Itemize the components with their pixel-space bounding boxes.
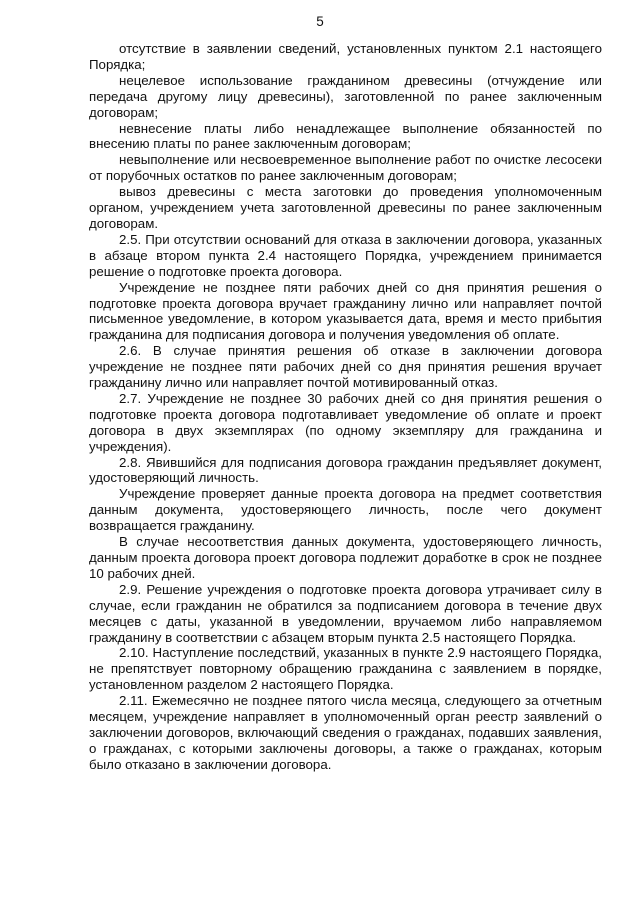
- paragraph: нецелевое использование гражданином древесины (отчуждение или передача другому лицу древесины), заготовленной по ранее заключенным договорам;: [89, 72, 602, 120]
- paragraph: В случае несоответствия данных документа, удостоверяющего личность, данным проекта договора проект договора подлежит доработке в срок не позднее 10 рабочих дней.: [89, 534, 602, 581]
- page-number: 5: [316, 14, 324, 29]
- paragraph: 2.9. Решение учреждения о подготовке проекта договора утрачивает силу в случае, если гражданин не обратился за подписанием договора в течение двух месяцев с даты, указанной в уведомлении, вручаемом либо направляемом гражданину в соответствии с абзацем вторым пункта 2.5 настоящего Порядка.: [89, 581, 602, 645]
- paragraph: 2.8. Явившийся для подписания договора гражданин предъявляет документ, удостоверяющий личность.: [89, 454, 602, 486]
- paragraph: 2.6. В случае принятия решения об отказе в заключении договора учреждение не позднее пяти рабочих дней со дня принятия решения вручает гражданину лично или направляет почтой мотивированный отказ.: [89, 343, 602, 391]
- paragraph: Учреждение проверяет данные проекта договора на предмет соответствия данным документа, удостоверяющего личность, после чего документ возвращается гражданину.: [89, 486, 602, 534]
- paragraph: 2.10. Наступление последствий, указанных в пункте 2.9 настоящего Порядка, не препятствует повторному обращению гражданина с заявлением в порядке, установленном разделом 2 настоящего Порядка.: [89, 645, 602, 693]
- paragraph: невыполнение или несвоевременное выполнение работ по очистке лесосеки от порубочных остатков по ранее заключенным договорам;: [89, 152, 602, 184]
- paragraph: вывоз древесины с места заготовки до проведения уполномоченным органом, учреждением учета заготовленной древесины по ранее заключенным договорам.: [89, 184, 602, 231]
- paragraph: 2.11. Ежемесячно не позднее пятого числа месяца, следующего за отчетным месяцем, учреждение направляет в уполномоченный орган реестр заявлений о заключении договоров, включающий сведения о гражданах, подавших заявления, о гражданах, с которыми заключены договоры, а также о гражданах, которым было отказано в заключении договора.: [89, 693, 602, 772]
- paragraph: отсутствие в заявлении сведений, установленных пунктом 2.1 настоящего Порядка;: [89, 41, 602, 72]
- paragraph: 2.5. При отсутствии оснований для отказа в заключении договора, указанных в абзаце втором пункта 2.4 настоящего Порядка, учреждением принимается решение о подготовке проекта договора.: [89, 231, 602, 279]
- paragraph: 2.7. Учреждение не позднее 30 рабочих дней со дня принятия решения о подготовке проекта договора подготавливает уведомление об оплате и проект договора в двух экземплярах (по одному экземпляру для гражданина и учреждения).: [89, 390, 602, 454]
- paragraph: невнесение платы либо ненадлежащее выполнение обязанностей по внесению платы по ранее заключенным договорам;: [89, 120, 602, 152]
- document-body: [89, 41, 602, 773]
- paragraph: Учреждение не позднее пяти рабочих дней со дня принятия решения о подготовке проекта договора вручает гражданину лично или направляет почтой письменное уведомление, в котором указывается дата, время и место прибытия гражданина для подписания договора и получения уведомления об оплате.: [89, 279, 602, 343]
